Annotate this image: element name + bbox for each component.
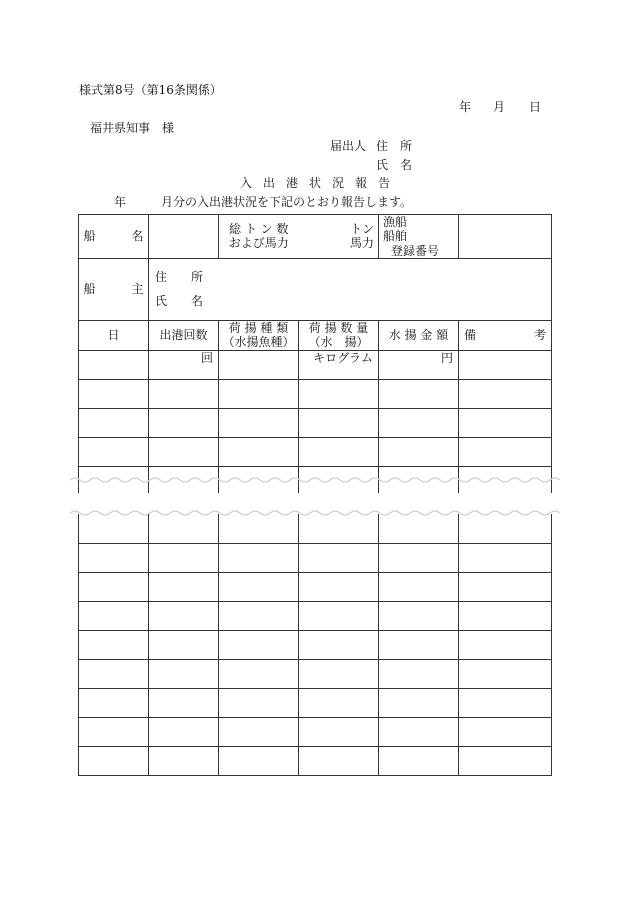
hp-unit: 馬力 [349, 236, 374, 251]
table-cell[interactable] [79, 350, 149, 379]
owner-label: 船 主 [79, 258, 149, 320]
owner-address-label: 住 所 [155, 270, 204, 284]
table-cell[interactable] [379, 543, 459, 572]
table-row [79, 659, 552, 688]
table-cell[interactable] [379, 746, 459, 775]
table-cell[interactable] [299, 408, 379, 437]
unit-kg[interactable]: キログラム [299, 350, 379, 379]
table-cell[interactable] [149, 543, 219, 572]
table-cell[interactable] [219, 514, 299, 543]
table-row [79, 379, 552, 408]
table-cell[interactable] [459, 543, 552, 572]
table-cell[interactable] [79, 572, 149, 601]
table-row [79, 543, 552, 572]
table-cell[interactable] [459, 717, 552, 746]
table-cell[interactable] [79, 746, 149, 775]
col-species-header: 荷 揚 種 類 （水揚魚種） [219, 320, 299, 350]
table-cell[interactable] [219, 717, 299, 746]
registration-number-cell[interactable] [459, 215, 552, 259]
table-cell[interactable] [299, 717, 379, 746]
table-cell[interactable] [149, 717, 219, 746]
vessel-label: 船舶 [383, 229, 408, 243]
table-cell[interactable] [79, 688, 149, 717]
applicant-label: 届出人 [330, 139, 367, 153]
document-title: 入 出 港 状 況 報 告 [240, 176, 394, 190]
table-cell[interactable] [149, 688, 219, 717]
table-cell[interactable] [219, 746, 299, 775]
table-cell[interactable] [379, 601, 459, 630]
table-cell[interactable] [149, 379, 219, 408]
date-year: 年 [459, 100, 472, 114]
table-row [79, 688, 552, 717]
table-cell[interactable] [149, 572, 219, 601]
table-row [79, 350, 552, 379]
table-cell[interactable] [79, 630, 149, 659]
table-cell[interactable] [379, 514, 459, 543]
col-quantity-header: 荷 揚 数 量 （水 揚） [299, 320, 379, 350]
table-cell[interactable] [459, 379, 552, 408]
table-row [79, 408, 552, 437]
table-cell[interactable] [299, 688, 379, 717]
col-remarks-header: 備 考 [459, 320, 552, 350]
unit-times[interactable]: 回 [149, 350, 219, 379]
table-cell[interactable] [459, 514, 552, 543]
table-row [79, 572, 552, 601]
table-cell[interactable] [459, 688, 552, 717]
fishing-vessel-label: 漁船 [383, 215, 408, 229]
table-cell[interactable] [149, 437, 219, 466]
table-cell[interactable] [79, 601, 149, 630]
addressee: 福井県知事 様 [90, 121, 175, 135]
table-cell[interactable] [379, 379, 459, 408]
table-cell[interactable] [299, 630, 379, 659]
table-cell[interactable] [219, 408, 299, 437]
table-cell[interactable] [219, 601, 299, 630]
table-cell[interactable] [299, 659, 379, 688]
table-cell[interactable] [219, 630, 299, 659]
table-cell[interactable] [459, 601, 552, 630]
table-cell[interactable] [149, 630, 219, 659]
table-row [79, 437, 552, 466]
date-month: 月 [493, 100, 506, 114]
table-cell[interactable] [459, 572, 552, 601]
table-cell[interactable] [79, 543, 149, 572]
table-cell[interactable] [459, 350, 552, 379]
table-cell[interactable] [149, 514, 219, 543]
table-cell[interactable] [79, 379, 149, 408]
table-cell[interactable] [459, 746, 552, 775]
registration-label-cell [379, 215, 459, 259]
table-cell[interactable] [379, 659, 459, 688]
table-cell[interactable] [299, 514, 379, 543]
table-cell[interactable] [299, 379, 379, 408]
table-cell[interactable] [219, 379, 299, 408]
table-cell[interactable] [379, 717, 459, 746]
owner-cell[interactable] [149, 258, 552, 320]
table-cell[interactable] [219, 437, 299, 466]
table-cell[interactable] [299, 746, 379, 775]
tonnage-value-cell[interactable] [299, 215, 379, 259]
table-cell[interactable] [299, 601, 379, 630]
registration-number-label: 登録番号 [391, 243, 440, 258]
report-table-bottom [78, 514, 552, 776]
table-cell[interactable] [459, 437, 552, 466]
table-cell[interactable] [219, 688, 299, 717]
table-cell[interactable] [299, 437, 379, 466]
table-cell[interactable] [79, 437, 149, 466]
table-row [79, 717, 552, 746]
table-cell[interactable] [299, 572, 379, 601]
table-cell[interactable] [79, 717, 149, 746]
intro-text: 月分の入出港状況を下記のとおり報告します。 [161, 195, 413, 209]
intro-year: 年 [114, 195, 127, 209]
table-cell[interactable] [219, 572, 299, 601]
table-cell[interactable] [79, 408, 149, 437]
col-day-header: 日 [79, 320, 149, 350]
table-row [79, 630, 552, 659]
table-cell[interactable] [379, 408, 459, 437]
vessel-name-label: 船 名 [79, 215, 149, 259]
table-cell[interactable] [79, 659, 149, 688]
table-row [79, 601, 552, 630]
table-cell[interactable] [219, 659, 299, 688]
unit-yen[interactable]: 円 [379, 350, 459, 379]
table-cell[interactable] [379, 630, 459, 659]
table-cell[interactable] [459, 630, 552, 659]
table-cell[interactable] [149, 601, 219, 630]
table-cell[interactable] [379, 572, 459, 601]
ton-unit: トン [349, 222, 374, 237]
table-cell[interactable] [219, 543, 299, 572]
date-day: 日 [529, 100, 542, 114]
table-cell[interactable] [219, 350, 299, 379]
table-cell[interactable] [379, 437, 459, 466]
table-cell[interactable] [79, 514, 149, 543]
col-amount-header: 水 揚 金 額 [379, 320, 459, 350]
table-cell[interactable] [299, 543, 379, 572]
table-cell[interactable] [379, 688, 459, 717]
form-number: 様式第8号（第16条関係） [79, 83, 222, 97]
torn-edge-top [70, 476, 560, 486]
applicant-name-label: 氏 名 [376, 158, 413, 172]
col-departures-header: 出港回数 [149, 320, 219, 350]
owner-name-label: 氏 名 [155, 294, 204, 308]
table-row [79, 514, 552, 543]
table-cell[interactable] [149, 746, 219, 775]
applicant-address-label: 住 所 [376, 139, 413, 153]
table-cell[interactable] [459, 659, 552, 688]
table-cell[interactable] [149, 659, 219, 688]
report-table-top [78, 214, 552, 493]
table-row [79, 746, 552, 775]
tonnage-label: 総 ト ン 数 および馬力 [219, 215, 299, 259]
table-cell[interactable] [459, 408, 552, 437]
vessel-name-cell[interactable] [149, 215, 219, 259]
table-cell[interactable] [149, 408, 219, 437]
